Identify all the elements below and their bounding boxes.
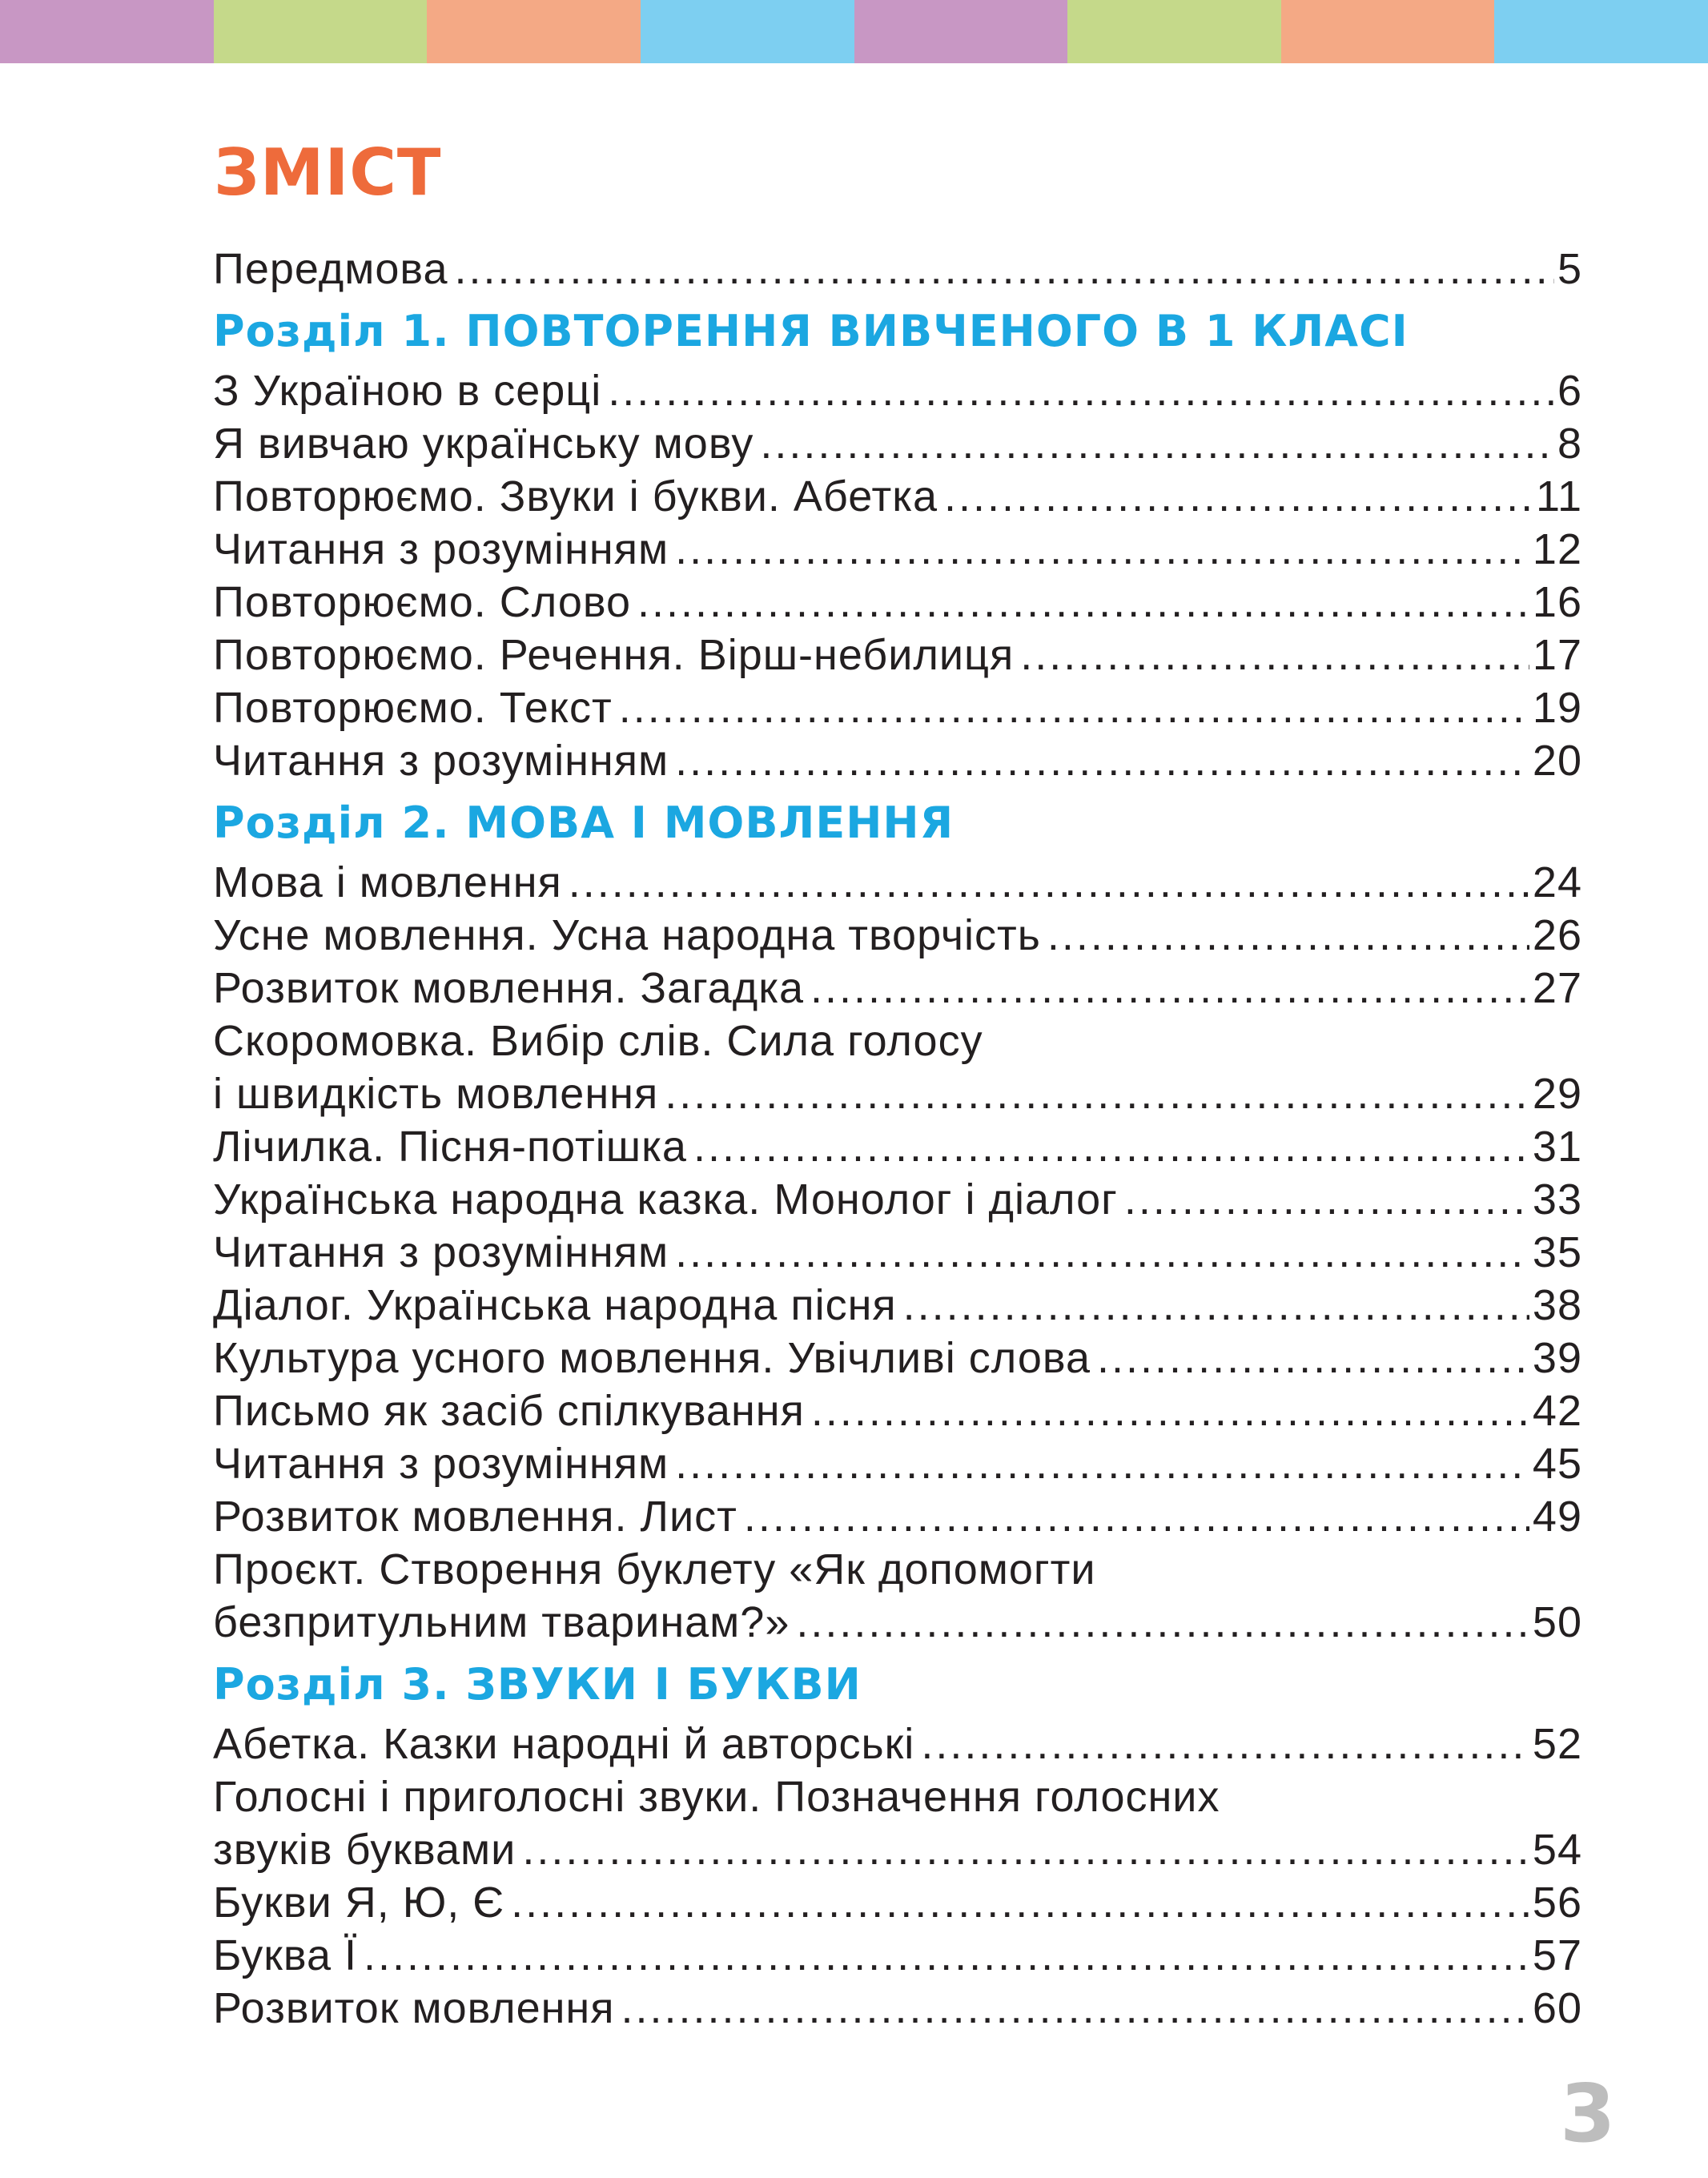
- toc-entry-label-line: Голосні і приголосні звуки. Позначення голосних: [213, 1773, 1220, 1821]
- toc-entry[interactable]: [213, 1490, 1582, 1543]
- dot-leader: [675, 1437, 1529, 1490]
- toc-entry[interactable]: [213, 1982, 1582, 2035]
- color-stripe: [1281, 0, 1495, 63]
- toc-entry-label: безпритульним тваринам?»: [213, 1598, 790, 1646]
- toc-entry-page: 33: [1532, 1175, 1582, 1224]
- toc-entry-page: 26: [1532, 911, 1582, 959]
- toc-entry[interactable]: [213, 1929, 1582, 1982]
- toc-entry-label: і швидкість мовлення: [213, 1070, 659, 1118]
- dot-leader: [637, 576, 1529, 629]
- color-stripe: [1494, 0, 1708, 63]
- toc-entry-label: Буква Ї: [213, 1931, 357, 1979]
- dot-leader: [608, 364, 1554, 417]
- color-stripe-bar: [0, 0, 1708, 63]
- toc-entry[interactable]: [213, 364, 1582, 417]
- dot-leader: [665, 1067, 1529, 1120]
- toc-entry-label-line: Скоромовка. Вибір слів. Сила голосу: [213, 1017, 983, 1065]
- toc-entry-page: 45: [1532, 1440, 1582, 1488]
- toc-entry-label: Українська народна казка. Монолог і діалог: [213, 1175, 1118, 1224]
- page-title: ЗМІСТ: [214, 135, 442, 210]
- toc-entry[interactable]: [213, 1279, 1582, 1332]
- toc-entry-label: З Україною в серці: [213, 367, 602, 415]
- section-heading: Розділ 2. МОВА І МОВЛЕННЯ: [213, 798, 954, 848]
- dot-leader: [903, 1279, 1529, 1332]
- toc-entry[interactable]: [213, 470, 1582, 523]
- toc-entry-page: 11: [1535, 472, 1582, 520]
- toc-entry-label: Повторюємо. Слово: [213, 578, 632, 626]
- dot-leader: [811, 1384, 1529, 1437]
- toc-entry-label: Передмова: [213, 245, 448, 293]
- toc-entry-page: 29: [1532, 1070, 1582, 1118]
- toc-entry[interactable]: [213, 909, 1582, 962]
- color-stripe: [1067, 0, 1281, 63]
- dot-leader: [944, 470, 1533, 523]
- color-stripe: [0, 0, 214, 63]
- toc-entry[interactable]: [213, 734, 1582, 787]
- toc-entry-preface[interactable]: [213, 243, 1582, 295]
- toc-sections: [213, 305, 1582, 2035]
- dot-leader: [364, 1929, 1529, 1982]
- toc-entry[interactable]: [213, 681, 1582, 734]
- toc-entry-page: 35: [1532, 1228, 1582, 1276]
- toc-entry[interactable]: [213, 1770, 1582, 1876]
- toc-entry-page: 27: [1532, 964, 1582, 1012]
- toc-entry-label: Розвиток мовлення. Лист: [213, 1493, 737, 1541]
- toc-entry-label: Повторюємо. Речення. Вірш-небилиця: [213, 631, 1015, 679]
- toc-entry-label: Читання з розумінням: [213, 737, 669, 785]
- toc-entry[interactable]: [213, 856, 1582, 909]
- toc-entry-label: Повторюємо. Звуки і букви. Абетка: [213, 472, 938, 520]
- toc-entry-label: звуків буквами: [213, 1826, 516, 1874]
- toc-entry-label: Читання з розумінням: [213, 525, 669, 573]
- toc-entry-page: 50: [1532, 1598, 1582, 1646]
- toc-entry-label: Розвиток мовлення: [213, 1984, 615, 2032]
- dot-leader: [1097, 1332, 1529, 1384]
- dot-leader: [1047, 909, 1529, 962]
- toc-entry-page: 54: [1532, 1826, 1582, 1874]
- toc-entry-label: Розвиток мовлення. Загадка: [213, 964, 805, 1012]
- toc-entry[interactable]: [213, 1226, 1582, 1279]
- toc-entry-label: Букви Я, Ю, Є: [213, 1879, 505, 1927]
- toc-entry[interactable]: [213, 1876, 1582, 1929]
- toc-entry-page: 24: [1532, 858, 1582, 906]
- toc-entry-page: 16: [1532, 578, 1582, 626]
- page-number: 3: [1560, 2067, 1616, 2160]
- toc-entry-page: 20: [1532, 737, 1582, 785]
- section-heading: Розділ 3. ЗВУКИ І БУКВИ: [213, 1659, 862, 1710]
- toc-entry[interactable]: [213, 1120, 1582, 1173]
- color-stripe: [214, 0, 428, 63]
- table-of-contents: [213, 243, 1582, 2035]
- toc-entry-page: 42: [1532, 1387, 1582, 1435]
- toc-entry-label: Мова і мовлення: [213, 858, 562, 906]
- dot-leader: [675, 523, 1529, 576]
- toc-entry[interactable]: [213, 417, 1582, 470]
- toc-entry[interactable]: [213, 962, 1582, 1015]
- dot-leader: [511, 1876, 1529, 1929]
- toc-entry-label: Я вивчаю українську мову: [213, 420, 754, 468]
- toc-entry-label: Читання з розумінням: [213, 1228, 669, 1276]
- dot-leader: [522, 1823, 1529, 1876]
- toc-entry-page: 12: [1532, 525, 1582, 573]
- toc-entry[interactable]: [213, 1384, 1582, 1437]
- toc-entry-page: 56: [1532, 1879, 1582, 1927]
- dot-leader: [744, 1490, 1529, 1543]
- toc-entry[interactable]: [213, 1543, 1582, 1649]
- dot-leader: [675, 734, 1529, 787]
- dot-leader: [619, 681, 1529, 734]
- toc-entry-label: Лічилка. Пісня-потішка: [213, 1123, 687, 1171]
- toc-entry[interactable]: [213, 1718, 1582, 1770]
- toc-entry-label: Культура усного мовлення. Увічливі слова: [213, 1334, 1091, 1382]
- toc-entry-page: 49: [1532, 1493, 1582, 1541]
- dot-leader: [760, 417, 1554, 470]
- toc-entry-page: 6: [1557, 367, 1582, 415]
- toc-entry-label: Повторюємо. Текст: [213, 684, 613, 732]
- toc-entry-page: 19: [1532, 684, 1582, 732]
- toc-entry[interactable]: [213, 1173, 1582, 1226]
- dot-leader: [455, 243, 1554, 295]
- color-stripe: [854, 0, 1068, 63]
- toc-entry[interactable]: [213, 629, 1582, 681]
- dot-leader: [810, 962, 1529, 1015]
- toc-entry-label-line: Проєкт. Створення буклету «Як допомогти: [213, 1545, 1096, 1593]
- toc-entry[interactable]: [213, 1332, 1582, 1384]
- section-heading: Розділ 1. ПОВТОРЕННЯ ВИВЧЕНОГО В 1 КЛАСІ: [213, 306, 1409, 356]
- toc-entry-label: Абетка. Казки народні й авторські: [213, 1720, 915, 1768]
- color-stripe: [641, 0, 854, 63]
- toc-entry-page: 60: [1532, 1984, 1582, 2032]
- toc-entry-label: Письмо як засіб спілкування: [213, 1387, 805, 1435]
- toc-entry-page: 38: [1532, 1281, 1582, 1329]
- toc-entry[interactable]: [213, 523, 1582, 576]
- dot-leader: [569, 856, 1529, 909]
- color-stripe: [427, 0, 641, 63]
- toc-entry-label: Діалог. Українська народна пісня: [213, 1281, 897, 1329]
- dot-leader: [921, 1718, 1529, 1770]
- dot-leader: [796, 1596, 1529, 1649]
- toc-entry-page: 57: [1532, 1931, 1582, 1979]
- toc-entry-page: 5: [1557, 245, 1582, 293]
- dot-leader: [1124, 1173, 1529, 1226]
- dot-leader: [1020, 629, 1529, 681]
- toc-entry-page: 39: [1532, 1334, 1582, 1382]
- toc-entry-page: 52: [1532, 1720, 1582, 1768]
- dot-leader: [675, 1226, 1529, 1279]
- toc-entry-page: 31: [1532, 1123, 1582, 1171]
- toc-entry-label: Усне мовлення. Усна народна творчість: [213, 911, 1041, 959]
- toc-entry[interactable]: [213, 1437, 1582, 1490]
- dot-leader: [693, 1120, 1529, 1173]
- toc-entry-page: 8: [1557, 420, 1582, 468]
- toc-entry[interactable]: [213, 1015, 1582, 1120]
- toc-entry[interactable]: [213, 576, 1582, 629]
- toc-entry-label: Читання з розумінням: [213, 1440, 669, 1488]
- dot-leader: [621, 1982, 1529, 2035]
- toc-entry-page: 17: [1532, 631, 1582, 679]
